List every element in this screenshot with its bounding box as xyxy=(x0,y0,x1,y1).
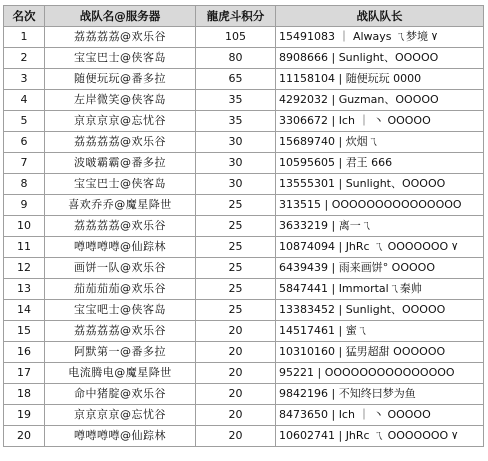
points-cell: 25 xyxy=(196,279,276,300)
rank-cell: 17 xyxy=(4,363,45,384)
table-row xyxy=(4,237,484,258)
leader-cell: 10310160 | 猛男超甜 OOOOOO xyxy=(276,342,484,363)
leader-cell: 6439439 | 雨来画饼° OOOOO xyxy=(276,258,484,279)
leader-cell: 15689740 | 炊烟ㄟ xyxy=(276,132,484,153)
leader-cell: 5847441 | Immortalㄟ秦帅 xyxy=(276,279,484,300)
rank-cell: 7 xyxy=(4,153,45,174)
rank-cell: 14 xyxy=(4,300,45,321)
team-cell: 京京京京@忘忧谷 xyxy=(45,111,196,132)
points-cell: 80 xyxy=(196,48,276,69)
ranking-table xyxy=(3,5,484,447)
team-cell: 随便玩玩@番多拉 xyxy=(45,69,196,90)
leader-cell: 14517461 | 蜜ㄟ xyxy=(276,321,484,342)
leader-cell: 3306672 | Ich ｜ 丶 OOOOO xyxy=(276,111,484,132)
team-cell: 噂噂噂噂@仙踪林 xyxy=(45,237,196,258)
points-cell: 30 xyxy=(196,132,276,153)
leader-cell: 3633219 | 离一ㄟ xyxy=(276,216,484,237)
table-row xyxy=(4,321,484,342)
rank-cell: 6 xyxy=(4,132,45,153)
points-cell: 20 xyxy=(196,405,276,426)
team-cell: 宝宝吧士@侠客岛 xyxy=(45,300,196,321)
points-cell: 25 xyxy=(196,216,276,237)
leader-cell: 8473650 | Ich ｜ 丶 OOOOO xyxy=(276,405,484,426)
table-row xyxy=(4,384,484,405)
table-row xyxy=(4,153,484,174)
rank-cell: 1 xyxy=(4,27,45,48)
team-cell: 喜欢乔乔@魔星降世 xyxy=(45,195,196,216)
rank-cell: 8 xyxy=(4,174,45,195)
team-cell: 左岸微笑@侠客岛 xyxy=(45,90,196,111)
table-row xyxy=(4,342,484,363)
rank-cell: 12 xyxy=(4,258,45,279)
team-cell: 荔荔荔荔@欢乐谷 xyxy=(45,321,196,342)
team-cell: 宝宝巴士@侠客岛 xyxy=(45,48,196,69)
leader-cell: 10602741 | JhRc ㄟ OOOOOOO ۷ xyxy=(276,426,484,447)
table-row xyxy=(4,426,484,447)
team-cell: 电流腾电@魔星降世 xyxy=(45,363,196,384)
points-cell: 20 xyxy=(196,342,276,363)
leader-cell: 13555301 | Sunlight、OOOOO xyxy=(276,174,484,195)
points-cell: 25 xyxy=(196,195,276,216)
header-points: 龍虎斗积分 xyxy=(196,6,276,27)
team-cell: 荔荔荔荔@欢乐谷 xyxy=(45,132,196,153)
points-cell: 25 xyxy=(196,258,276,279)
table-row xyxy=(4,27,484,48)
team-cell: 宝宝巴士@侠客岛 xyxy=(45,174,196,195)
rank-cell: 18 xyxy=(4,384,45,405)
points-cell: 20 xyxy=(196,384,276,405)
header-team: 战队名@服务器 xyxy=(45,6,196,27)
table-row xyxy=(4,174,484,195)
leader-cell: 95221 | OOOOOOOOOOOOOOO xyxy=(276,363,484,384)
points-cell: 25 xyxy=(196,237,276,258)
table-header xyxy=(4,6,484,27)
table-row xyxy=(4,279,484,300)
team-cell: 画饼一队@欢乐谷 xyxy=(45,258,196,279)
rank-cell: 20 xyxy=(4,426,45,447)
rank-cell: 19 xyxy=(4,405,45,426)
table-row xyxy=(4,90,484,111)
leader-cell: 11158104 | 随便玩玩 0000 xyxy=(276,69,484,90)
table-row xyxy=(4,300,484,321)
leader-cell: 15491083 ｜ Always ㄟ梦境 ۷ xyxy=(276,27,484,48)
table-row xyxy=(4,132,484,153)
points-cell: 20 xyxy=(196,321,276,342)
table-row xyxy=(4,195,484,216)
rank-cell: 13 xyxy=(4,279,45,300)
points-cell: 30 xyxy=(196,174,276,195)
team-cell: 噂噂噂噂@仙踪林 xyxy=(45,426,196,447)
team-cell: 京京京京@忘忧谷 xyxy=(45,405,196,426)
team-cell: 荔荔荔荔@欢乐谷 xyxy=(45,216,196,237)
points-cell: 20 xyxy=(196,363,276,384)
points-cell: 35 xyxy=(196,90,276,111)
table-row xyxy=(4,363,484,384)
leader-cell: 4292032 | Guzman、OOOOO xyxy=(276,90,484,111)
rank-cell: 10 xyxy=(4,216,45,237)
rank-cell: 9 xyxy=(4,195,45,216)
rank-cell: 11 xyxy=(4,237,45,258)
rank-cell: 16 xyxy=(4,342,45,363)
table-row xyxy=(4,216,484,237)
team-cell: 阿默第一@番多拉 xyxy=(45,342,196,363)
rank-cell: 3 xyxy=(4,69,45,90)
team-cell: 波啵霸霸@番多拉 xyxy=(45,153,196,174)
leader-cell: 8908666 | Sunlight、OOOOO xyxy=(276,48,484,69)
table-row xyxy=(4,111,484,132)
team-cell: 命中猪腚@欢乐谷 xyxy=(45,384,196,405)
header-row xyxy=(4,6,484,27)
rank-cell: 2 xyxy=(4,48,45,69)
points-cell: 30 xyxy=(196,153,276,174)
points-cell: 105 xyxy=(196,27,276,48)
header-rank: 名次 xyxy=(4,6,45,27)
table-row xyxy=(4,48,484,69)
header-leader: 战队队长 xyxy=(276,6,484,27)
rank-cell: 4 xyxy=(4,90,45,111)
leader-cell: 10595605 | 君王 666 xyxy=(276,153,484,174)
rank-cell: 5 xyxy=(4,111,45,132)
rank-cell: 15 xyxy=(4,321,45,342)
leader-cell: 313515 | OOOOOOOOOOOOOOO xyxy=(276,195,484,216)
points-cell: 25 xyxy=(196,300,276,321)
leader-cell: 13383452 | Sunlight、OOOOO xyxy=(276,300,484,321)
points-cell: 65 xyxy=(196,69,276,90)
team-cell: 茄茄茄茄@欢乐谷 xyxy=(45,279,196,300)
team-cell: 荔荔荔荔@欢乐谷 xyxy=(45,27,196,48)
leader-cell: 9842196 | 不知终曰梦为鱼 xyxy=(276,384,484,405)
points-cell: 35 xyxy=(196,111,276,132)
leader-cell: 10874094 | JhRc ㄟ OOOOOOO ۷ xyxy=(276,237,484,258)
table-row xyxy=(4,258,484,279)
table-body xyxy=(4,27,484,447)
points-cell: 20 xyxy=(196,426,276,447)
table-row xyxy=(4,69,484,90)
table-row xyxy=(4,405,484,426)
